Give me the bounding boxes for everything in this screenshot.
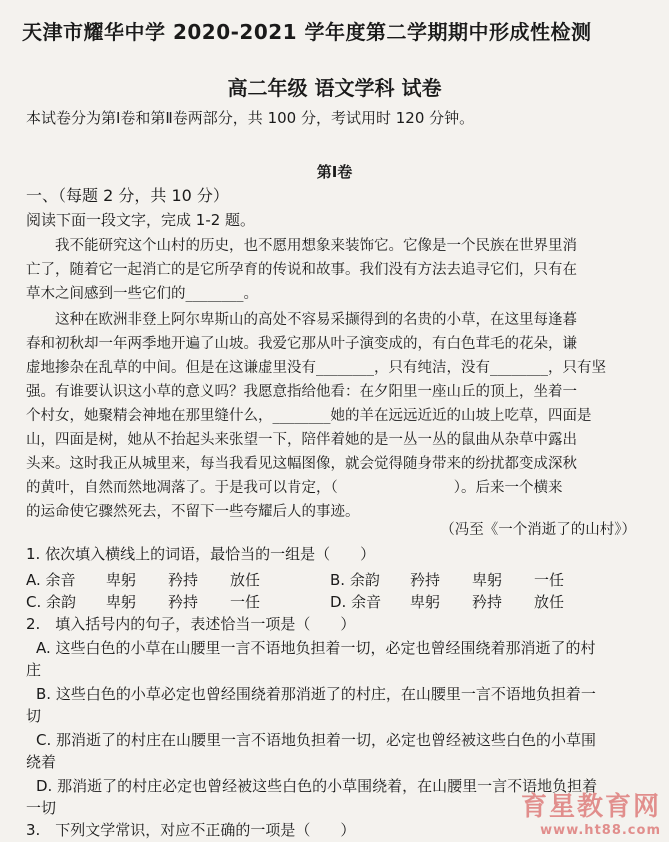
section-heading: 一、（每题 2 分，共 10 分） [26, 186, 229, 205]
passage-line: 这种在欧洲非登上阿尔卑斯山的高处不容易采撷得到的名贵的小草，在这里每逢暮 [26, 312, 577, 328]
question-2-option-d-cont: 一切 [26, 799, 57, 817]
passage-line: 春和初秋却一年两季地开遍了山坡。我爱它那从叶子演变成的，有白色茸毛的花朵，谦 [26, 336, 577, 352]
passage-line: 的黄叶，自然而然地凋落了。于是我可以肯定，（ ）。后来一个横来 [26, 480, 563, 496]
question-2-stem: 2. 填入括号内的句子，表述恰当一项是（ ） [26, 615, 356, 633]
option-a-word-4: 放任 [230, 571, 261, 589]
question-1-options-row [26, 592, 646, 612]
passage-line: 强。有谁要认识这小草的意义吗？我愿意指给他看：在夕阳里一座山丘的顶上，坐着一 [26, 384, 577, 400]
passage-line: 亡了，随着它一起消亡的是它所孕育的传说和故事。我们没有方法去追寻它们，只有在 [26, 262, 577, 278]
section-instruction: 阅读下面一段文字，完成 1-2 题。 [26, 211, 256, 229]
exam-title: 天津市耀华中学 2020-2021 学年度第二学期期中形成性检测 [22, 20, 592, 44]
option-d-word-3: 矜持 [472, 593, 503, 611]
option-d-word-1: D. 余音 [330, 593, 382, 611]
option-d-word-4: 放任 [534, 593, 565, 611]
question-2-option-c: C. 那消逝了的村庄在山腰里一言不语地负担着一切，必定也曾经被这些白色的小草围 [36, 731, 597, 749]
option-b-word-2: 矜持 [410, 571, 441, 589]
question-2-option-b-cont: 切 [26, 707, 42, 725]
question-2-option-a-cont: 庄 [26, 661, 42, 679]
passage-line: 个村女，她聚精会神地在那里缝什么，________她的羊在远远近近的山坡上吃草，四面是 [26, 408, 592, 424]
option-b-word-4: 一任 [534, 571, 565, 589]
passage-line: 草木之间感到一些它们的________。 [26, 286, 258, 302]
passage-source: （冯至《一个消逝了的山村》） [440, 522, 636, 538]
option-a-word-2: 卑躬 [106, 571, 137, 589]
exam-subtitle: 高二年级 语文学科 试卷 [227, 76, 442, 100]
passage-line: 头来。这时我正从城里来，每当我看见这幅图像，就会觉得随身带来的纷扰都变成深秋 [26, 456, 577, 472]
option-d-word-2: 卑躬 [410, 593, 441, 611]
question-2-option-a: A. 这些白色的小草在山腰里一言不语地负担着一切，必定也曾经围绕着那消逝了的村 [36, 639, 596, 657]
question-2-option-b: B. 这些白色的小草必定也曾经围绕着那消逝了的村庄，在山腰里一言不语地负担着一 [36, 685, 596, 703]
watermark [521, 786, 661, 838]
option-c-word-3: 矜持 [168, 593, 199, 611]
option-a-word-3: 矜持 [168, 571, 199, 589]
option-c-word-4: 一任 [230, 593, 261, 611]
volume-label: 第Ⅰ卷 [316, 163, 353, 181]
option-c-word-2: 卑躬 [106, 593, 137, 611]
passage-line: 的运命使它骤然死去，不留下一些夸耀后人的事迹。 [26, 504, 360, 520]
question-1-options-row [26, 570, 646, 590]
option-a-word-1: A. 余音 [26, 571, 76, 589]
option-b-word-3: 卑躬 [472, 571, 503, 589]
exam-intro: 本试卷分为第Ⅰ卷和第Ⅱ卷两部分，共 100 分，考试用时 120 分钟。 [26, 109, 475, 127]
question-2-option-d: D. 那消逝了的村庄必定也曾经被这些白色的小草围绕着，在山腰里一言不语地负担着 [36, 777, 598, 795]
passage-line: 虚地掺杂在乱草的中间。但是在这谦虚里没有________，只有纯洁，没有________，只有坚 [26, 360, 606, 376]
question-1-stem: 1. 依次填入横线上的词语，最恰当的一组是（ ） [26, 545, 376, 563]
question-3-stem: 3. 下列文学常识，对应不正确的一项是（ ） [26, 821, 356, 839]
question-2-option-c-cont: 绕着 [26, 753, 57, 771]
passage-line: 山，四面是树，她从不抬起头来张望一下，陪伴着她的是一丛一丛的鼠曲从杂草中露出 [26, 432, 577, 448]
option-c-word-1: C. 余韵 [26, 593, 77, 611]
option-b-word-1: B. 余韵 [330, 571, 380, 589]
passage-line: 我不能研究这个山村的历史，也不愿用想象来装饰它。它像是一个民族在世界里消 [26, 238, 577, 254]
watermark-main: 育星教育网 [520, 792, 661, 822]
watermark-url: www.ht88.com [540, 823, 661, 838]
